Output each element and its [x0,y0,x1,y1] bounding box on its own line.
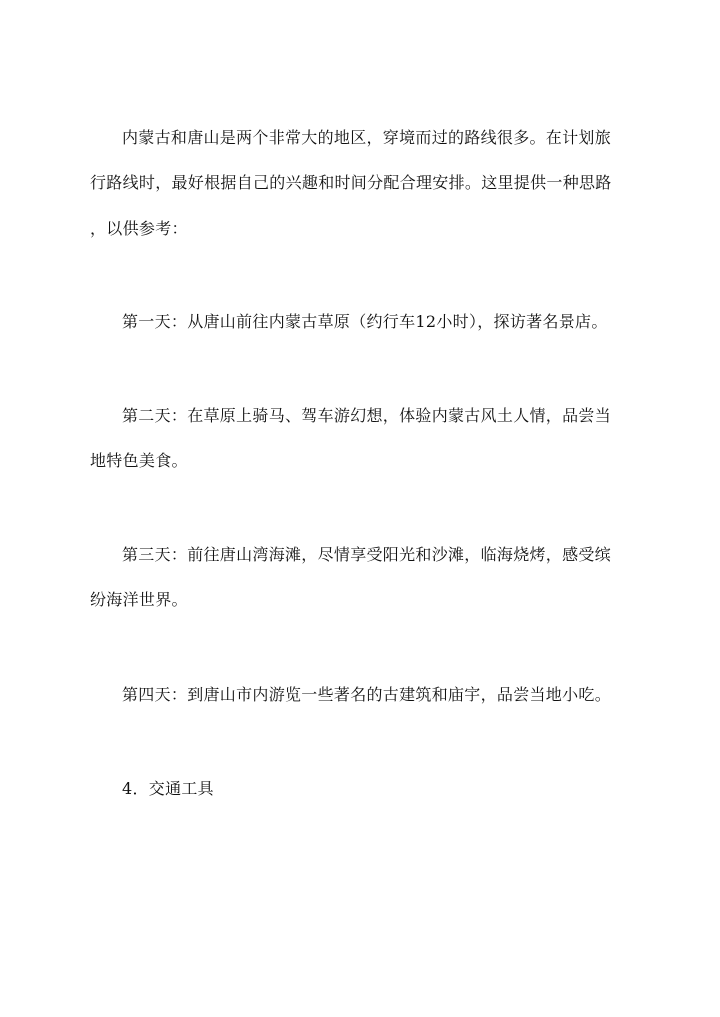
section-heading-transport: 4．交通工具 [122,779,214,798]
day-four-paragraph: 第四天：到唐山市内游览一些著名的古建筑和庙宇，品尝当地小吃。 [122,685,612,704]
intro-paragraph-line-1: 内蒙古和唐山是两个非常大的地区，穿境而过的路线很多。在计划旅 [122,128,612,147]
intro-paragraph-line-2: 行路线时，最好根据自己的兴趣和时间分配合理安排。这里提供一种思路 [90,173,612,192]
intro-paragraph-line-3: ，以供参考： [90,219,188,238]
day-three-paragraph-line-1: 第三天：前往唐山湾海滩，尽情享受阳光和沙滩，临海烧烤，感受缤 [122,545,612,564]
day-two-paragraph-line-1: 第二天：在草原上骑马、驾车游幻想，体验内蒙古风土人情，品尝当 [122,406,612,425]
day-one-paragraph: 第一天：从唐山前往内蒙古草原（约行车12小时），探访著名景店。 [122,312,608,331]
day-two-paragraph-line-2: 地特色美食。 [90,451,188,470]
day-three-paragraph-line-2: 纷海洋世界。 [90,590,188,609]
